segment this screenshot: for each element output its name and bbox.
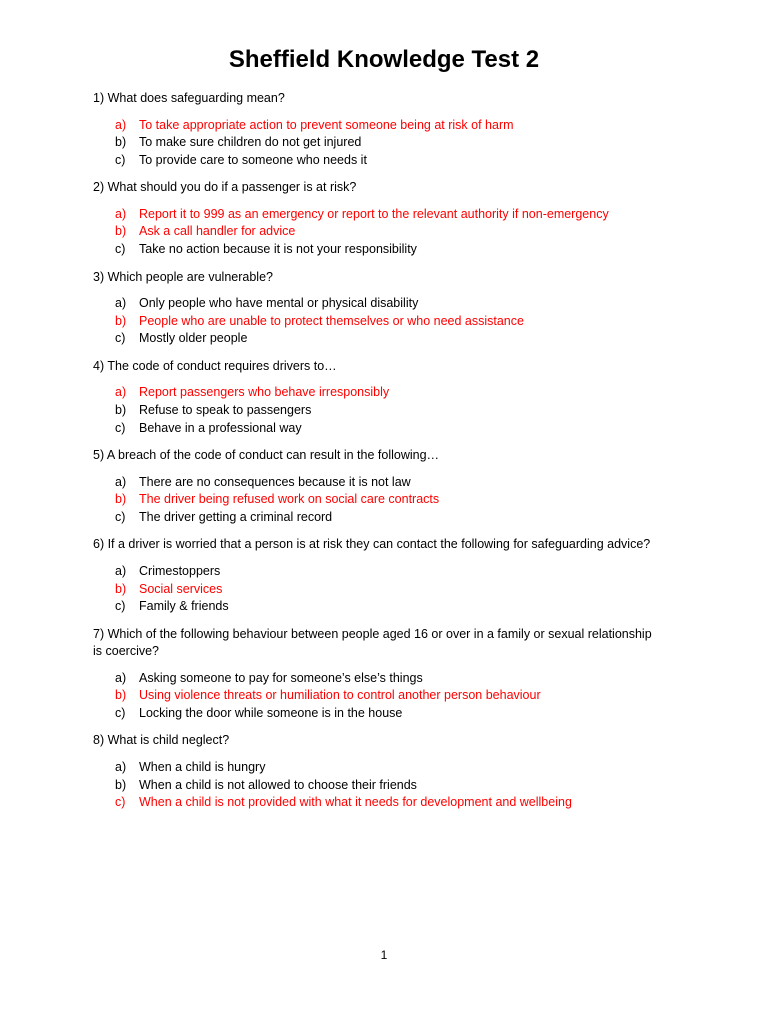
question-text: 1) What does safeguarding mean?	[93, 91, 285, 105]
option-text: There are no consequences because it is not law	[139, 474, 411, 489]
question-block	[93, 447, 653, 526]
option-letter: b)	[115, 402, 127, 417]
answer-option	[93, 670, 653, 688]
answer-options	[93, 670, 653, 723]
question-text: 3) Which people are vulnerable?	[93, 269, 273, 284]
option-letter: c)	[115, 795, 126, 810]
answer-option	[93, 330, 653, 348]
option-letter: b)	[115, 313, 127, 328]
question-text: 2) What should you do if a passenger is at risk?	[93, 180, 357, 195]
option-text: To provide care to someone who needs it	[139, 152, 367, 167]
option-text: When a child is not provided with what it needs for development and wellbeing	[139, 795, 572, 810]
option-letter: c)	[115, 420, 126, 435]
option-letter: a)	[115, 117, 127, 132]
answer-options	[93, 759, 653, 812]
option-text: Ask a call handler for advice	[139, 224, 296, 239]
option-letter: c)	[115, 331, 126, 346]
option-letter: b)	[115, 135, 127, 150]
answer-option-correct	[93, 581, 653, 599]
option-letter: a)	[115, 759, 127, 774]
answer-option-correct	[93, 384, 653, 402]
answer-option	[93, 509, 653, 527]
option-letter: b)	[115, 688, 127, 703]
answer-options	[93, 117, 653, 170]
option-letter: a)	[115, 296, 127, 311]
option-text: When a child is hungry	[139, 759, 266, 774]
answer-option	[93, 295, 653, 313]
answer-option-correct	[93, 313, 653, 331]
question-text: 6) If a driver is worried that a person is at risk they can contact the following for safeguarding advice?	[93, 537, 651, 552]
page-title: Sheffield Knowledge Test 2	[228, 46, 540, 73]
option-letter: a)	[115, 670, 127, 685]
option-letter: a)	[115, 474, 127, 489]
option-letter: c)	[115, 152, 126, 167]
option-text: People who are unable to protect themselves or who need assistance	[139, 313, 524, 328]
answer-option-correct	[93, 206, 653, 224]
question-text: 5) A breach of the code of conduct can result in the following…	[93, 448, 440, 463]
option-text: Take no action because it is not your responsibility	[139, 241, 417, 256]
answer-option	[93, 152, 653, 170]
option-text: Mostly older people	[139, 331, 248, 346]
option-letter: b)	[115, 492, 127, 507]
answer-options	[93, 563, 653, 616]
question-block	[93, 179, 653, 258]
answer-option	[93, 241, 653, 259]
option-text: Locking the door while someone is in the house	[139, 705, 403, 720]
option-text: Report it to 999 as an emergency or report to the relevant authority if non-emergency	[139, 206, 609, 221]
option-text: Family & friends	[139, 599, 229, 614]
answer-option	[93, 474, 653, 492]
answer-options	[93, 295, 653, 348]
answer-option-correct	[93, 117, 653, 135]
answer-option	[93, 759, 653, 777]
option-letter: b)	[115, 224, 127, 239]
question-block	[93, 90, 653, 169]
option-text: Crimestoppers	[139, 563, 221, 578]
question-block	[93, 269, 653, 348]
option-letter: c)	[115, 241, 126, 256]
option-letter: c)	[115, 599, 126, 614]
option-text: When a child is not allowed to choose their friends	[139, 777, 417, 792]
answer-options	[93, 206, 653, 259]
option-text: Behave in a professional way	[139, 420, 302, 435]
option-text: The driver being refused work on social care contracts	[139, 492, 440, 507]
option-text: Asking someone to pay for someone’s else’s things	[139, 670, 423, 685]
question-text: 4) The code of conduct requires drivers to…	[93, 358, 337, 373]
option-text: Using violence threats or humiliation to control another person behaviour	[139, 688, 541, 703]
option-text: Social services	[139, 581, 223, 596]
option-text: To take appropriate action to prevent someone being at risk of harm	[139, 117, 514, 132]
answer-option	[93, 563, 653, 581]
question-list	[93, 90, 653, 822]
option-text: The driver getting a criminal record	[139, 509, 333, 524]
page-number: 1	[380, 948, 388, 962]
question-block	[93, 536, 653, 615]
question-block	[93, 732, 653, 811]
answer-option	[93, 134, 653, 152]
option-text: To make sure children do not get injured	[139, 135, 362, 150]
answer-options	[93, 384, 653, 437]
option-letter: b)	[115, 581, 127, 596]
question-block	[93, 626, 653, 723]
answer-option-correct	[93, 491, 653, 509]
answer-option	[93, 402, 653, 420]
answer-option-correct	[93, 687, 653, 705]
answer-option	[93, 705, 653, 723]
answer-option	[93, 777, 653, 795]
answer-option	[93, 420, 653, 438]
answer-options	[93, 474, 653, 527]
option-letter: c)	[115, 705, 126, 720]
answer-option-correct	[93, 794, 653, 812]
option-letter: a)	[115, 385, 127, 400]
option-text: Report passengers who behave irresponsibly	[139, 385, 390, 400]
answer-option-correct	[93, 223, 653, 241]
option-letter: c)	[115, 509, 126, 524]
option-letter: b)	[115, 777, 127, 792]
question-block	[93, 358, 653, 437]
option-text: Refuse to speak to passengers	[139, 402, 312, 417]
question-text: 7) Which of the following behaviour between people aged 16 or over in a family or sexual relationship is coercive?	[93, 626, 652, 659]
option-letter: a)	[115, 206, 127, 221]
option-letter: a)	[115, 563, 127, 578]
answer-option	[93, 598, 653, 616]
option-text: Only people who have mental or physical disability	[139, 296, 419, 311]
question-text: 8) What is child neglect?	[93, 733, 230, 748]
